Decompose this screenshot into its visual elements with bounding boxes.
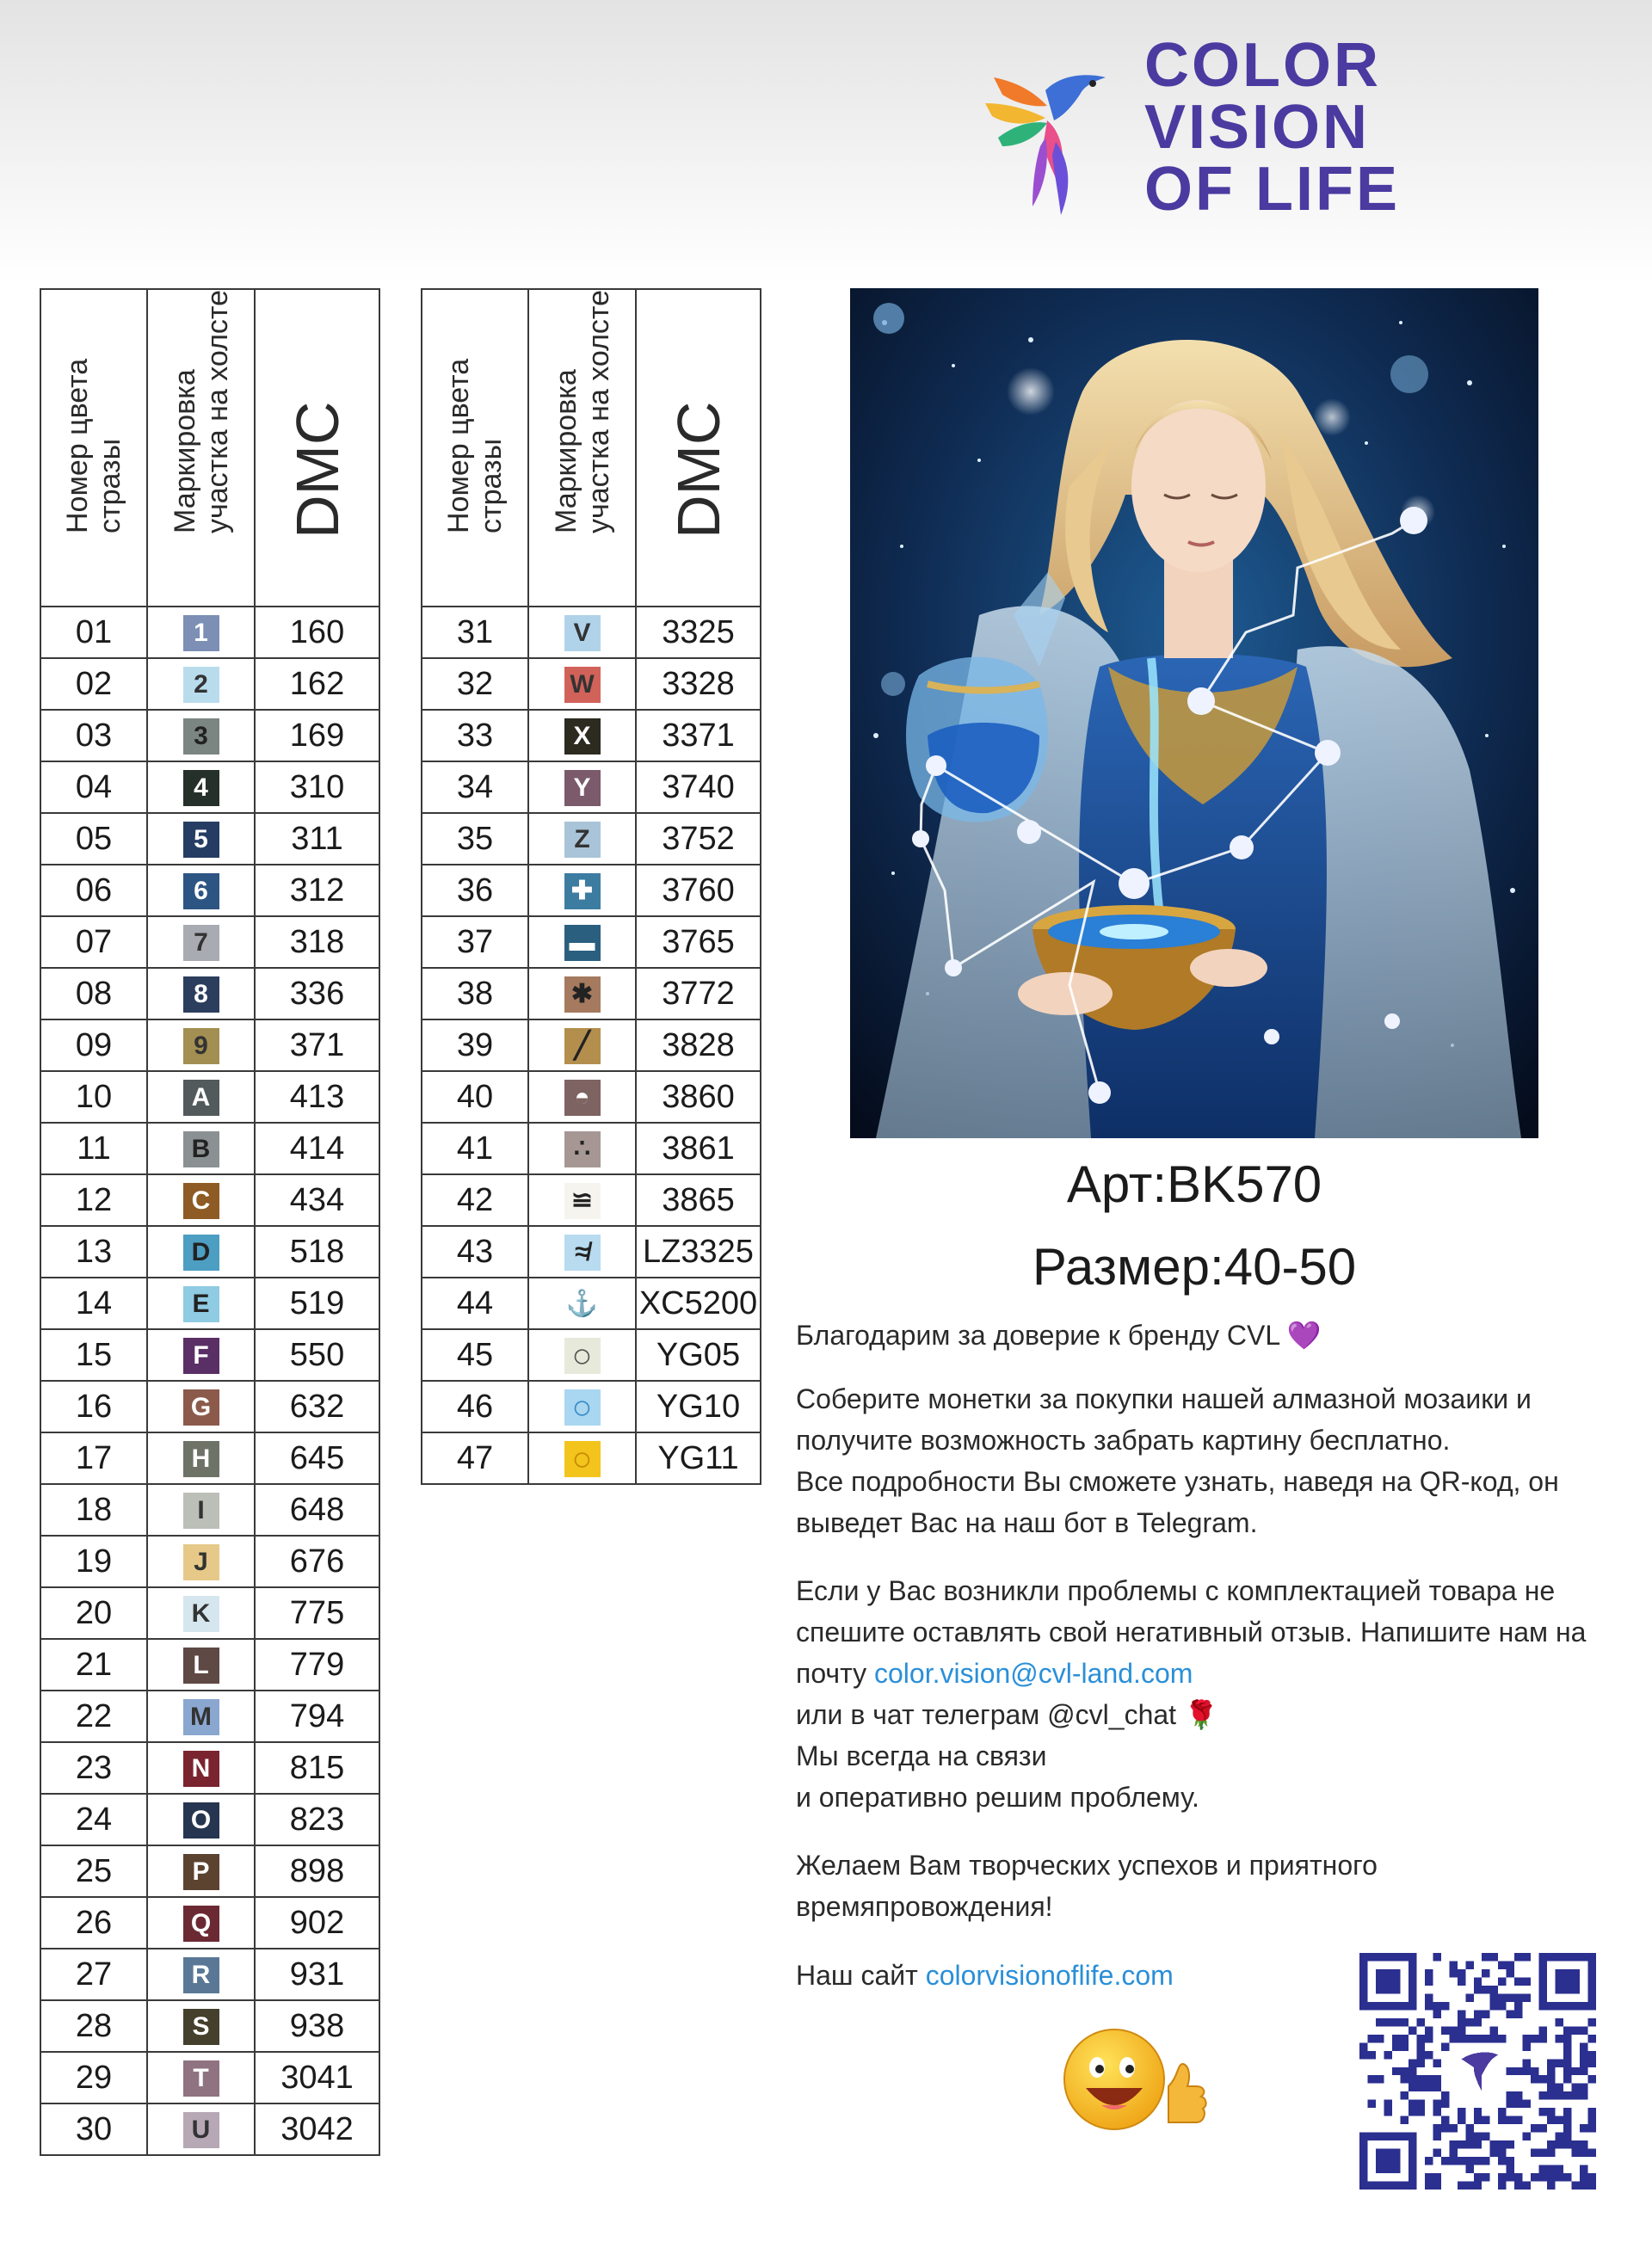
canvas-marking [147, 1019, 255, 1071]
color-swatch: J [183, 1544, 219, 1580]
table-row [40, 2000, 379, 2052]
qr-code-image[interactable] [1359, 1953, 1596, 2190]
table-row [40, 1949, 379, 2000]
table-row [40, 1794, 379, 1845]
canvas-marking [528, 865, 636, 916]
canvas-marking [147, 2103, 255, 2155]
table-row [40, 1691, 379, 1742]
table-row [40, 1278, 379, 1329]
header-canvas-marking: Маркировка участка на холсте [528, 289, 636, 607]
color-number: 27 [40, 1949, 147, 2000]
color-number: 34 [422, 761, 528, 813]
dmc-code: 3865 [636, 1174, 761, 1226]
dmc-code: 938 [255, 2000, 379, 2052]
canvas-marking [147, 1278, 255, 1329]
table-row [40, 1432, 379, 1484]
canvas-marking [147, 1742, 255, 1794]
color-number: 06 [40, 865, 147, 916]
table-row [40, 968, 379, 1019]
canvas-marking [528, 1329, 636, 1381]
color-swatch: ✚ [564, 873, 601, 909]
canvas-marking [147, 1071, 255, 1123]
color-swatch: ⚓ [564, 1286, 601, 1322]
dmc-code: 898 [255, 1845, 379, 1897]
canvas-marking [147, 813, 255, 865]
color-swatch: V [564, 615, 601, 651]
dmc-code: 413 [255, 1071, 379, 1123]
table-row [40, 1587, 379, 1639]
color-number: 11 [40, 1123, 147, 1174]
dmc-code: XC5200 [636, 1278, 761, 1329]
table-row [422, 865, 761, 916]
dmc-code: 336 [255, 968, 379, 1019]
canvas-size: Размер:40-50 [1032, 1238, 1357, 1296]
coins-paragraph: Соберите монетки за покупки нашей алмазной мозаики и получите возможность забрать картину бесплатно. Все подробности Вы сможете узнать, наведя на QR-код, он выведет Вас на наш бот в Telegram. [796, 1383, 1559, 1538]
table-row [40, 865, 379, 916]
dmc-code: 311 [255, 813, 379, 865]
brand-line-2: VISION [1144, 93, 1371, 162]
dmc-code: YG11 [636, 1432, 761, 1484]
hummingbird-icon [985, 56, 1114, 219]
dmc-code: 648 [255, 1484, 379, 1536]
color-number: 28 [40, 2000, 147, 2052]
canvas-marking [147, 1536, 255, 1587]
table-row [40, 710, 379, 761]
canvas-marking [528, 1019, 636, 1071]
color-swatch: 7 [183, 925, 219, 961]
canvas-marking [147, 1845, 255, 1897]
table-row [422, 968, 761, 1019]
color-swatch: ✱ [564, 976, 601, 1013]
canvas-marking [147, 658, 255, 710]
thanks-text: Благодарим за доверие к бренду CVL 💜 [796, 1320, 1322, 1351]
color-number: 07 [40, 916, 147, 968]
dmc-code: 162 [255, 658, 379, 710]
canvas-marking [147, 761, 255, 813]
color-number: 43 [422, 1226, 528, 1278]
canvas-marking [147, 1123, 255, 1174]
smiley-thumbs-up-icon [1058, 2026, 1213, 2134]
color-swatch: D [183, 1235, 219, 1271]
color-swatch: U [183, 2112, 219, 2148]
table-row [422, 1226, 761, 1278]
color-swatch: ◓ [564, 1080, 601, 1116]
color-swatch: P [183, 1854, 219, 1890]
color-swatch: T [183, 2060, 219, 2097]
table-row [40, 1742, 379, 1794]
dmc-code: 310 [255, 761, 379, 813]
canvas-marking [528, 1278, 636, 1329]
color-swatch: L [183, 1648, 219, 1684]
color-number: 42 [422, 1174, 528, 1226]
canvas-marking [147, 2000, 255, 2052]
canvas-marking [528, 1432, 636, 1484]
canvas-marking [147, 1794, 255, 1845]
dmc-code: 3765 [636, 916, 761, 968]
table-row [422, 607, 761, 658]
dmc-code: 550 [255, 1329, 379, 1381]
color-number: 39 [422, 1019, 528, 1071]
canvas-marking [528, 607, 636, 658]
color-number: 04 [40, 761, 147, 813]
dmc-code: 3752 [636, 813, 761, 865]
color-number: 05 [40, 813, 147, 865]
table-row [40, 1897, 379, 1949]
header-dmc: DMC [636, 289, 761, 607]
color-swatch: 3 [183, 718, 219, 755]
canvas-marking [528, 1174, 636, 1226]
website-link[interactable]: colorvisionoflife.com [925, 1960, 1174, 1991]
canvas-marking [147, 1381, 255, 1432]
table-row [40, 1019, 379, 1071]
dmc-code: 902 [255, 1897, 379, 1949]
table-row [40, 1329, 379, 1381]
color-number: 15 [40, 1329, 147, 1381]
table-row [422, 710, 761, 761]
color-number: 37 [422, 916, 528, 968]
color-swatch: M [183, 1699, 219, 1735]
wish-text: Желаем Вам творческих успехов и приятного времяпровождения! [796, 1850, 1378, 1922]
color-swatch: S [183, 2009, 219, 2045]
table-row [422, 761, 761, 813]
color-swatch: K [183, 1596, 219, 1632]
color-number: 16 [40, 1381, 147, 1432]
color-number: 02 [40, 658, 147, 710]
canvas-marking [147, 2052, 255, 2103]
telegram-chat: или в чат телеграм @cvl_chat 🌹 [796, 1699, 1218, 1730]
color-swatch: G [183, 1389, 219, 1426]
canvas-marking [147, 916, 255, 968]
table-row [422, 813, 761, 865]
color-swatch: ≉ [564, 1235, 601, 1271]
table-row [40, 2103, 379, 2155]
dmc-code: 645 [255, 1432, 379, 1484]
dmc-code: 3371 [636, 710, 761, 761]
table-row [40, 1536, 379, 1587]
table-row [40, 1071, 379, 1123]
article-number: Арт:BK570 [1066, 1155, 1322, 1213]
dmc-code: 3828 [636, 1019, 761, 1071]
color-number: 09 [40, 1019, 147, 1071]
color-number: 31 [422, 607, 528, 658]
canvas-marking [147, 1691, 255, 1742]
canvas-marking [528, 813, 636, 865]
color-number: 41 [422, 1123, 528, 1174]
header-color-number: Номер цвета стразы [40, 289, 147, 607]
color-swatch: A [183, 1080, 219, 1116]
color-swatch: B [183, 1131, 219, 1167]
dmc-code: 414 [255, 1123, 379, 1174]
table-row [422, 1123, 761, 1174]
color-swatch: R [183, 1957, 219, 1993]
canvas-marking [147, 1897, 255, 1949]
site-line: Наш сайт colorvisionoflife.com [796, 1960, 1174, 1991]
color-number: 13 [40, 1226, 147, 1278]
dmc-code: 3740 [636, 761, 761, 813]
table-row [40, 1174, 379, 1226]
dmc-code: YG10 [636, 1381, 761, 1432]
dmc-code: 519 [255, 1278, 379, 1329]
canvas-marking [147, 1432, 255, 1484]
dmc-code: 3860 [636, 1071, 761, 1123]
color-number: 44 [422, 1278, 528, 1329]
dmc-code: 931 [255, 1949, 379, 2000]
color-swatch: ▬ [564, 925, 601, 961]
table-row [40, 1639, 379, 1691]
color-number: 36 [422, 865, 528, 916]
table-row [40, 658, 379, 710]
color-number: 01 [40, 607, 147, 658]
header-color-number: Номер цвета стразы [422, 289, 528, 607]
canvas-marking [528, 1123, 636, 1174]
table-row [40, 1381, 379, 1432]
dmc-code: 632 [255, 1381, 379, 1432]
dmc-code: 3042 [255, 2103, 379, 2155]
canvas-marking [147, 607, 255, 658]
brand-line-3: OF LIFE [1144, 155, 1400, 224]
color-swatch: 8 [183, 976, 219, 1013]
table-row [422, 1329, 761, 1381]
support-email-link[interactable]: color.vision@cvl-land.com [874, 1658, 1193, 1689]
dmc-code: 823 [255, 1794, 379, 1845]
color-swatch: Y [564, 770, 601, 806]
canvas-marking [147, 1329, 255, 1381]
canvas-marking [147, 710, 255, 761]
color-number: 46 [422, 1381, 528, 1432]
dmc-code: 794 [255, 1691, 379, 1742]
table-row [422, 1381, 761, 1432]
dmc-code: 3861 [636, 1123, 761, 1174]
table-row [422, 1432, 761, 1484]
table-row [40, 813, 379, 865]
canvas-marking [528, 968, 636, 1019]
color-number: 26 [40, 1897, 147, 1949]
table-row [422, 658, 761, 710]
dmc-code: LZ3325 [636, 1226, 761, 1278]
header-dmc: DMC [255, 289, 379, 607]
color-swatch: 2 [183, 667, 219, 703]
dmc-code: 3760 [636, 865, 761, 916]
table-row [40, 1123, 379, 1174]
dmc-code: 3041 [255, 2052, 379, 2103]
dmc-code: 3772 [636, 968, 761, 1019]
color-swatch: F [183, 1338, 219, 1374]
color-swatch: O [183, 1802, 219, 1839]
color-swatch: Q [183, 1906, 219, 1942]
color-number: 33 [422, 710, 528, 761]
color-table-right [421, 288, 761, 1485]
canvas-marking [147, 1174, 255, 1226]
color-number: 38 [422, 968, 528, 1019]
color-table-left [40, 288, 380, 2156]
table-row [40, 1484, 379, 1536]
dmc-code: 775 [255, 1587, 379, 1639]
color-swatch: ╱ [564, 1028, 601, 1064]
canvas-marking [147, 1949, 255, 2000]
canvas-marking [528, 916, 636, 968]
color-swatch: Z [564, 822, 601, 858]
canvas-marking [528, 658, 636, 710]
color-swatch: N [183, 1751, 219, 1787]
color-number: 40 [422, 1071, 528, 1123]
brand-logo [985, 31, 1433, 224]
color-swatch: ≌ [564, 1183, 601, 1219]
canvas-marking [147, 1587, 255, 1639]
color-swatch: 5 [183, 822, 219, 858]
color-swatch: 9 [183, 1028, 219, 1064]
table-row [40, 2052, 379, 2103]
support-paragraph: Если у Вас возникли проблемы с комплектацией товара не спешите оставлять свой негативный отзыв. Напишите нам на почту color.vision@cvl-land.com или в чат телеграм @cvl_chat 🌹 Мы всегда на связи и оперативно решим проблему. [796, 1570, 1596, 1818]
table-row [422, 1174, 761, 1226]
color-number: 08 [40, 968, 147, 1019]
dmc-code: 3325 [636, 607, 761, 658]
color-number: 17 [40, 1432, 147, 1484]
table-row [40, 916, 379, 968]
table-row [422, 916, 761, 968]
color-swatch: 6 [183, 873, 219, 909]
canvas-marking [528, 710, 636, 761]
color-swatch: C [183, 1183, 219, 1219]
table-row [40, 1226, 379, 1278]
header-canvas-marking: Маркировка участка на холсте [147, 289, 255, 607]
color-number: 23 [40, 1742, 147, 1794]
color-number: 35 [422, 813, 528, 865]
dmc-code: 518 [255, 1226, 379, 1278]
color-number: 29 [40, 2052, 147, 2103]
color-swatch: I [183, 1493, 219, 1529]
table-row [422, 1071, 761, 1123]
color-number: 19 [40, 1536, 147, 1587]
dmc-code: 371 [255, 1019, 379, 1071]
table-row [40, 607, 379, 658]
color-number: 12 [40, 1174, 147, 1226]
dmc-code: 3328 [636, 658, 761, 710]
color-number: 03 [40, 710, 147, 761]
table-row [40, 761, 379, 813]
color-swatch: H [183, 1441, 219, 1477]
color-number: 25 [40, 1845, 147, 1897]
canvas-marking [147, 968, 255, 1019]
color-number: 22 [40, 1691, 147, 1742]
dmc-code: 169 [255, 710, 379, 761]
canvas-marking [147, 865, 255, 916]
canvas-marking [528, 1226, 636, 1278]
color-number: 30 [40, 2103, 147, 2155]
canvas-marking [147, 1226, 255, 1278]
table-row [422, 1278, 761, 1329]
color-swatch: 4 [183, 770, 219, 806]
dmc-code: 815 [255, 1742, 379, 1794]
artwork-image [850, 288, 1538, 1138]
dmc-code: 779 [255, 1639, 379, 1691]
color-number: 20 [40, 1587, 147, 1639]
dmc-code: 318 [255, 916, 379, 968]
color-number: 45 [422, 1329, 528, 1381]
canvas-marking [528, 1071, 636, 1123]
table-row [40, 1845, 379, 1897]
color-swatch: 1 [183, 615, 219, 651]
color-swatch: E [183, 1286, 219, 1322]
canvas-marking [147, 1639, 255, 1691]
color-number: 47 [422, 1432, 528, 1484]
color-number: 18 [40, 1484, 147, 1536]
brand-line-1: COLOR [1144, 31, 1381, 100]
canvas-marking [528, 761, 636, 813]
color-number: 21 [40, 1639, 147, 1691]
color-swatch: ○ [564, 1338, 601, 1374]
color-swatch: ○ [564, 1389, 601, 1426]
color-number: 32 [422, 658, 528, 710]
dmc-code: 160 [255, 607, 379, 658]
color-number: 24 [40, 1794, 147, 1845]
color-swatch: X [564, 718, 601, 755]
dmc-code: 434 [255, 1174, 379, 1226]
dmc-code: 676 [255, 1536, 379, 1587]
dmc-code: YG05 [636, 1329, 761, 1381]
dmc-code: 312 [255, 865, 379, 916]
color-swatch: W [564, 667, 601, 703]
canvas-marking [528, 1381, 636, 1432]
color-number: 14 [40, 1278, 147, 1329]
color-swatch: ○ [564, 1441, 601, 1477]
canvas-marking [147, 1484, 255, 1536]
table-row [422, 1019, 761, 1071]
color-swatch: ∴ [564, 1131, 601, 1167]
color-number: 10 [40, 1071, 147, 1123]
